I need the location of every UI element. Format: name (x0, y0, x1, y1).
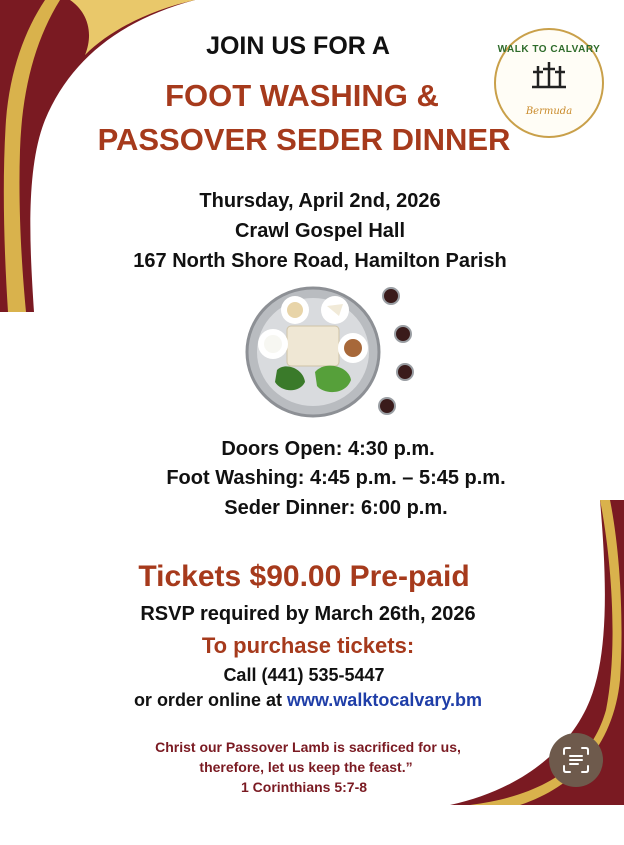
call-number: Call (441) 535-5447 (223, 665, 385, 685)
logo-text: WALK TO CALVARY (497, 44, 601, 55)
seder-plate-image (245, 282, 425, 422)
verse-line-1: Christ our Passover Lamb is sacrificed for us, (155, 739, 461, 755)
order-online-prefix: or order online at (133, 690, 287, 710)
title-line-2: PASSOVER SEDER DINNER (97, 122, 511, 157)
verse-line-2: therefore, let us keep the feast.” (199, 759, 413, 775)
rsvp-deadline: RSVP required by March 26th, 2026 (140, 603, 476, 625)
logo-subtext: Bermuda (525, 106, 573, 117)
purchase-heading: To purchase tickets: (201, 633, 415, 658)
title-line-1: FOOT WASHING & (165, 78, 439, 113)
ticket-price: Tickets $90.00 Pre-paid (138, 560, 470, 593)
website-link[interactable]: www.walktocalvary.bm (286, 690, 483, 710)
event-date: Thursday, April 2nd, 2026 (199, 190, 441, 212)
text-scan-button[interactable] (549, 733, 603, 787)
event-address: 167 North Shore Road, Hamilton Parish (133, 250, 507, 272)
order-online-line (0, 690, 620, 711)
event-venue: Crawl Gospel Hall (234, 220, 406, 242)
text-scan-icon (562, 746, 590, 774)
foot-washing-time: Foot Washing: 4:45 p.m. – 5:45 p.m. (166, 467, 506, 489)
verse-reference: 1 Corinthians 5:7-8 (240, 779, 368, 795)
join-us-line: JOIN US FOR A (206, 32, 390, 60)
seder-dinner-time: Seder Dinner: 6:00 p.m. (224, 497, 448, 519)
doors-open: Doors Open: 4:30 p.m. (221, 438, 435, 460)
